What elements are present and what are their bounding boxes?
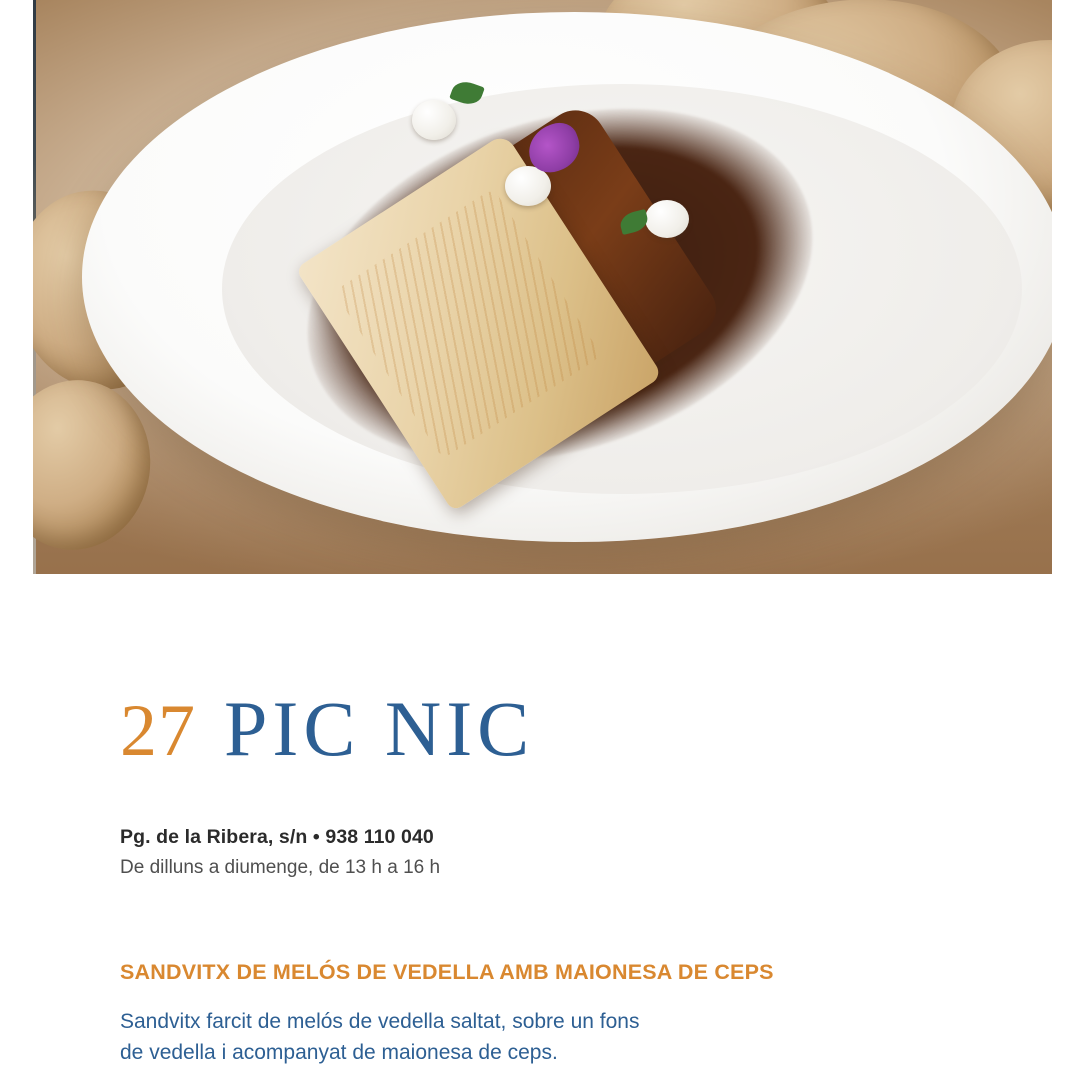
mayonnaise-dot	[645, 200, 689, 238]
restaurant-address: Pg. de la Ribera, s/n • 938 110 040	[120, 826, 434, 848]
mayonnaise-dot	[412, 100, 456, 140]
dish-description	[120, 1006, 639, 1068]
entry-text-block	[0, 574, 1079, 1079]
entry-heading	[120, 685, 535, 772]
dish-title: SANDVITX DE MELÓS DE VEDELLA AMB MAIONESA DE CEPS	[120, 960, 774, 984]
dish-description-line: de vedella i acompanyat de maionesa de ceps.	[120, 1041, 558, 1064]
dish-description-line: Sandvitx farcit de melós de vedella saltat, sobre un fons	[120, 1010, 640, 1033]
opening-hours: De dilluns a diumenge, de 13 h a 16 h	[120, 857, 441, 878]
entry-number: 27	[120, 690, 196, 772]
restaurant-name: PIC NIC	[224, 685, 535, 772]
